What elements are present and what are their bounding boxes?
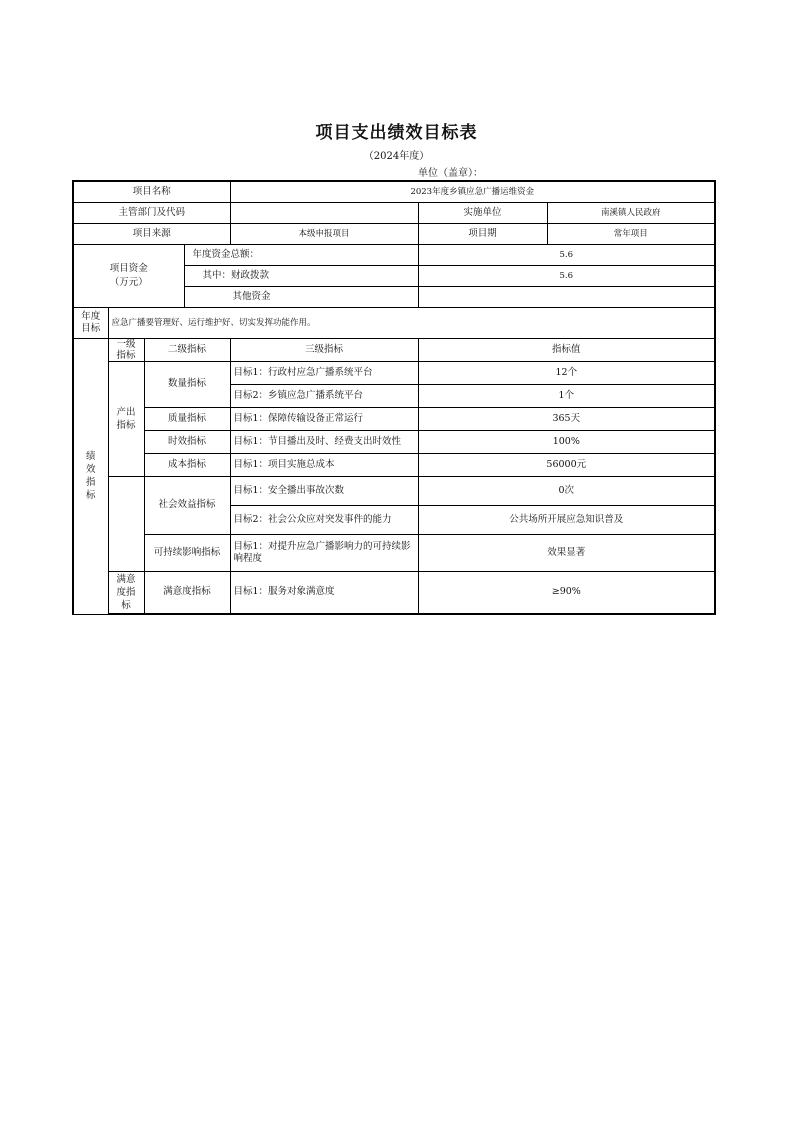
effect-indicator-label [108,476,144,571]
table-row [73,430,715,453]
funds-label: 项目资金 （万元） [73,244,184,307]
table-row [73,534,715,571]
impl-value: 南溪镇人民政府 [547,202,715,223]
indicators-section-label: 绩 效 指 标 [73,338,108,614]
goal-text: 应急广播要管理好、运行维护好、切实发挥功能作用。 [108,307,715,338]
table-row [73,202,715,223]
source-value: 本级申报项目 [230,223,418,244]
dept-label: 主管部门及代码 [73,202,230,223]
table-row [73,244,715,265]
funds-fiscal-value: 5.6 [418,265,715,286]
header-level3: 三级指标 [230,338,418,361]
cost-target-value: 56000元 [418,453,715,476]
funds-other-value [418,286,715,307]
quantity-target-1: 目标1：行政村应急广播系统平台 [230,361,418,384]
header-level1: 一级 指标 [108,338,144,361]
funds-fiscal-label: 其中：财政拨款 [184,265,418,286]
table-row [73,453,715,476]
cost-indicator-label: 成本指标 [144,453,230,476]
social-target-1: 目标1：安全播出事故次数 [230,476,418,505]
quantity-target-2-value: 1个 [418,384,715,407]
table-row [73,307,715,338]
table-row [73,223,715,244]
header-value: 指标值 [418,338,715,361]
social-indicator-label: 社会效益指标 [144,476,230,534]
satisfaction-target: 目标1：服务对象满意度 [230,571,418,614]
quantity-indicator-label: 数量指标 [144,361,230,407]
table-row [73,181,715,202]
social-target-2: 目标2：社会公众应对突发事件的能力 [230,505,418,534]
satisfaction-indicator-label: 满意 度指 标 [108,571,144,614]
quality-target-value: 365天 [418,407,715,430]
social-target-2-value: 公共场所开展应急知识普及 [418,505,715,534]
funds-total-label: 年度资金总额： [184,244,418,265]
project-name-value: 2023年度乡镇应急广播运维资金 [230,181,715,202]
goal-label: 年度 目标 [73,307,108,338]
source-label: 项目来源 [73,223,230,244]
header-level2: 二级指标 [144,338,230,361]
period-label: 项目期 [418,223,547,244]
satisfaction-level2-label: 满意度指标 [144,571,230,614]
period-value: 常年项目 [547,223,715,244]
table-row [73,361,715,384]
performance-table [72,180,716,615]
sustain-indicator-label: 可持续影响指标 [144,534,230,571]
satisfaction-target-value: ≥90% [418,571,715,614]
quality-indicator-label: 质量指标 [144,407,230,430]
impl-label: 实施单位 [418,202,547,223]
year-label: （2024年度） [363,151,430,162]
quantity-target-2: 目标2：乡镇应急广播系统平台 [230,384,418,407]
table-row [73,571,715,614]
funds-total-value: 5.6 [418,244,715,265]
page-title: 项目支出绩效目标表 [315,123,478,143]
timeliness-target-value: 100% [418,430,715,453]
output-indicator-label: 产出 指标 [108,361,144,476]
dept-value [230,202,418,223]
social-target-1-value: 0次 [418,476,715,505]
table-row [73,338,715,361]
funds-other-label: 其他资金 [184,286,418,307]
project-name-label: 项目名称 [73,181,230,202]
table-row [73,476,715,505]
timeliness-target: 目标1：节目播出及时、经费支出时效性 [230,430,418,453]
cost-target: 目标1：项目实施总成本 [230,453,418,476]
table-row [73,407,715,430]
unit-label: 单位（盖章）： [418,168,483,179]
quality-target: 目标1：保障传输设备正常运行 [230,407,418,430]
quantity-target-1-value: 12个 [418,361,715,384]
sustain-target-value: 效果显著 [418,534,715,571]
sustain-target: 目标1：对提升应急广播影响力的可持续影响程度 [230,534,418,571]
timeliness-indicator-label: 时效指标 [144,430,230,453]
